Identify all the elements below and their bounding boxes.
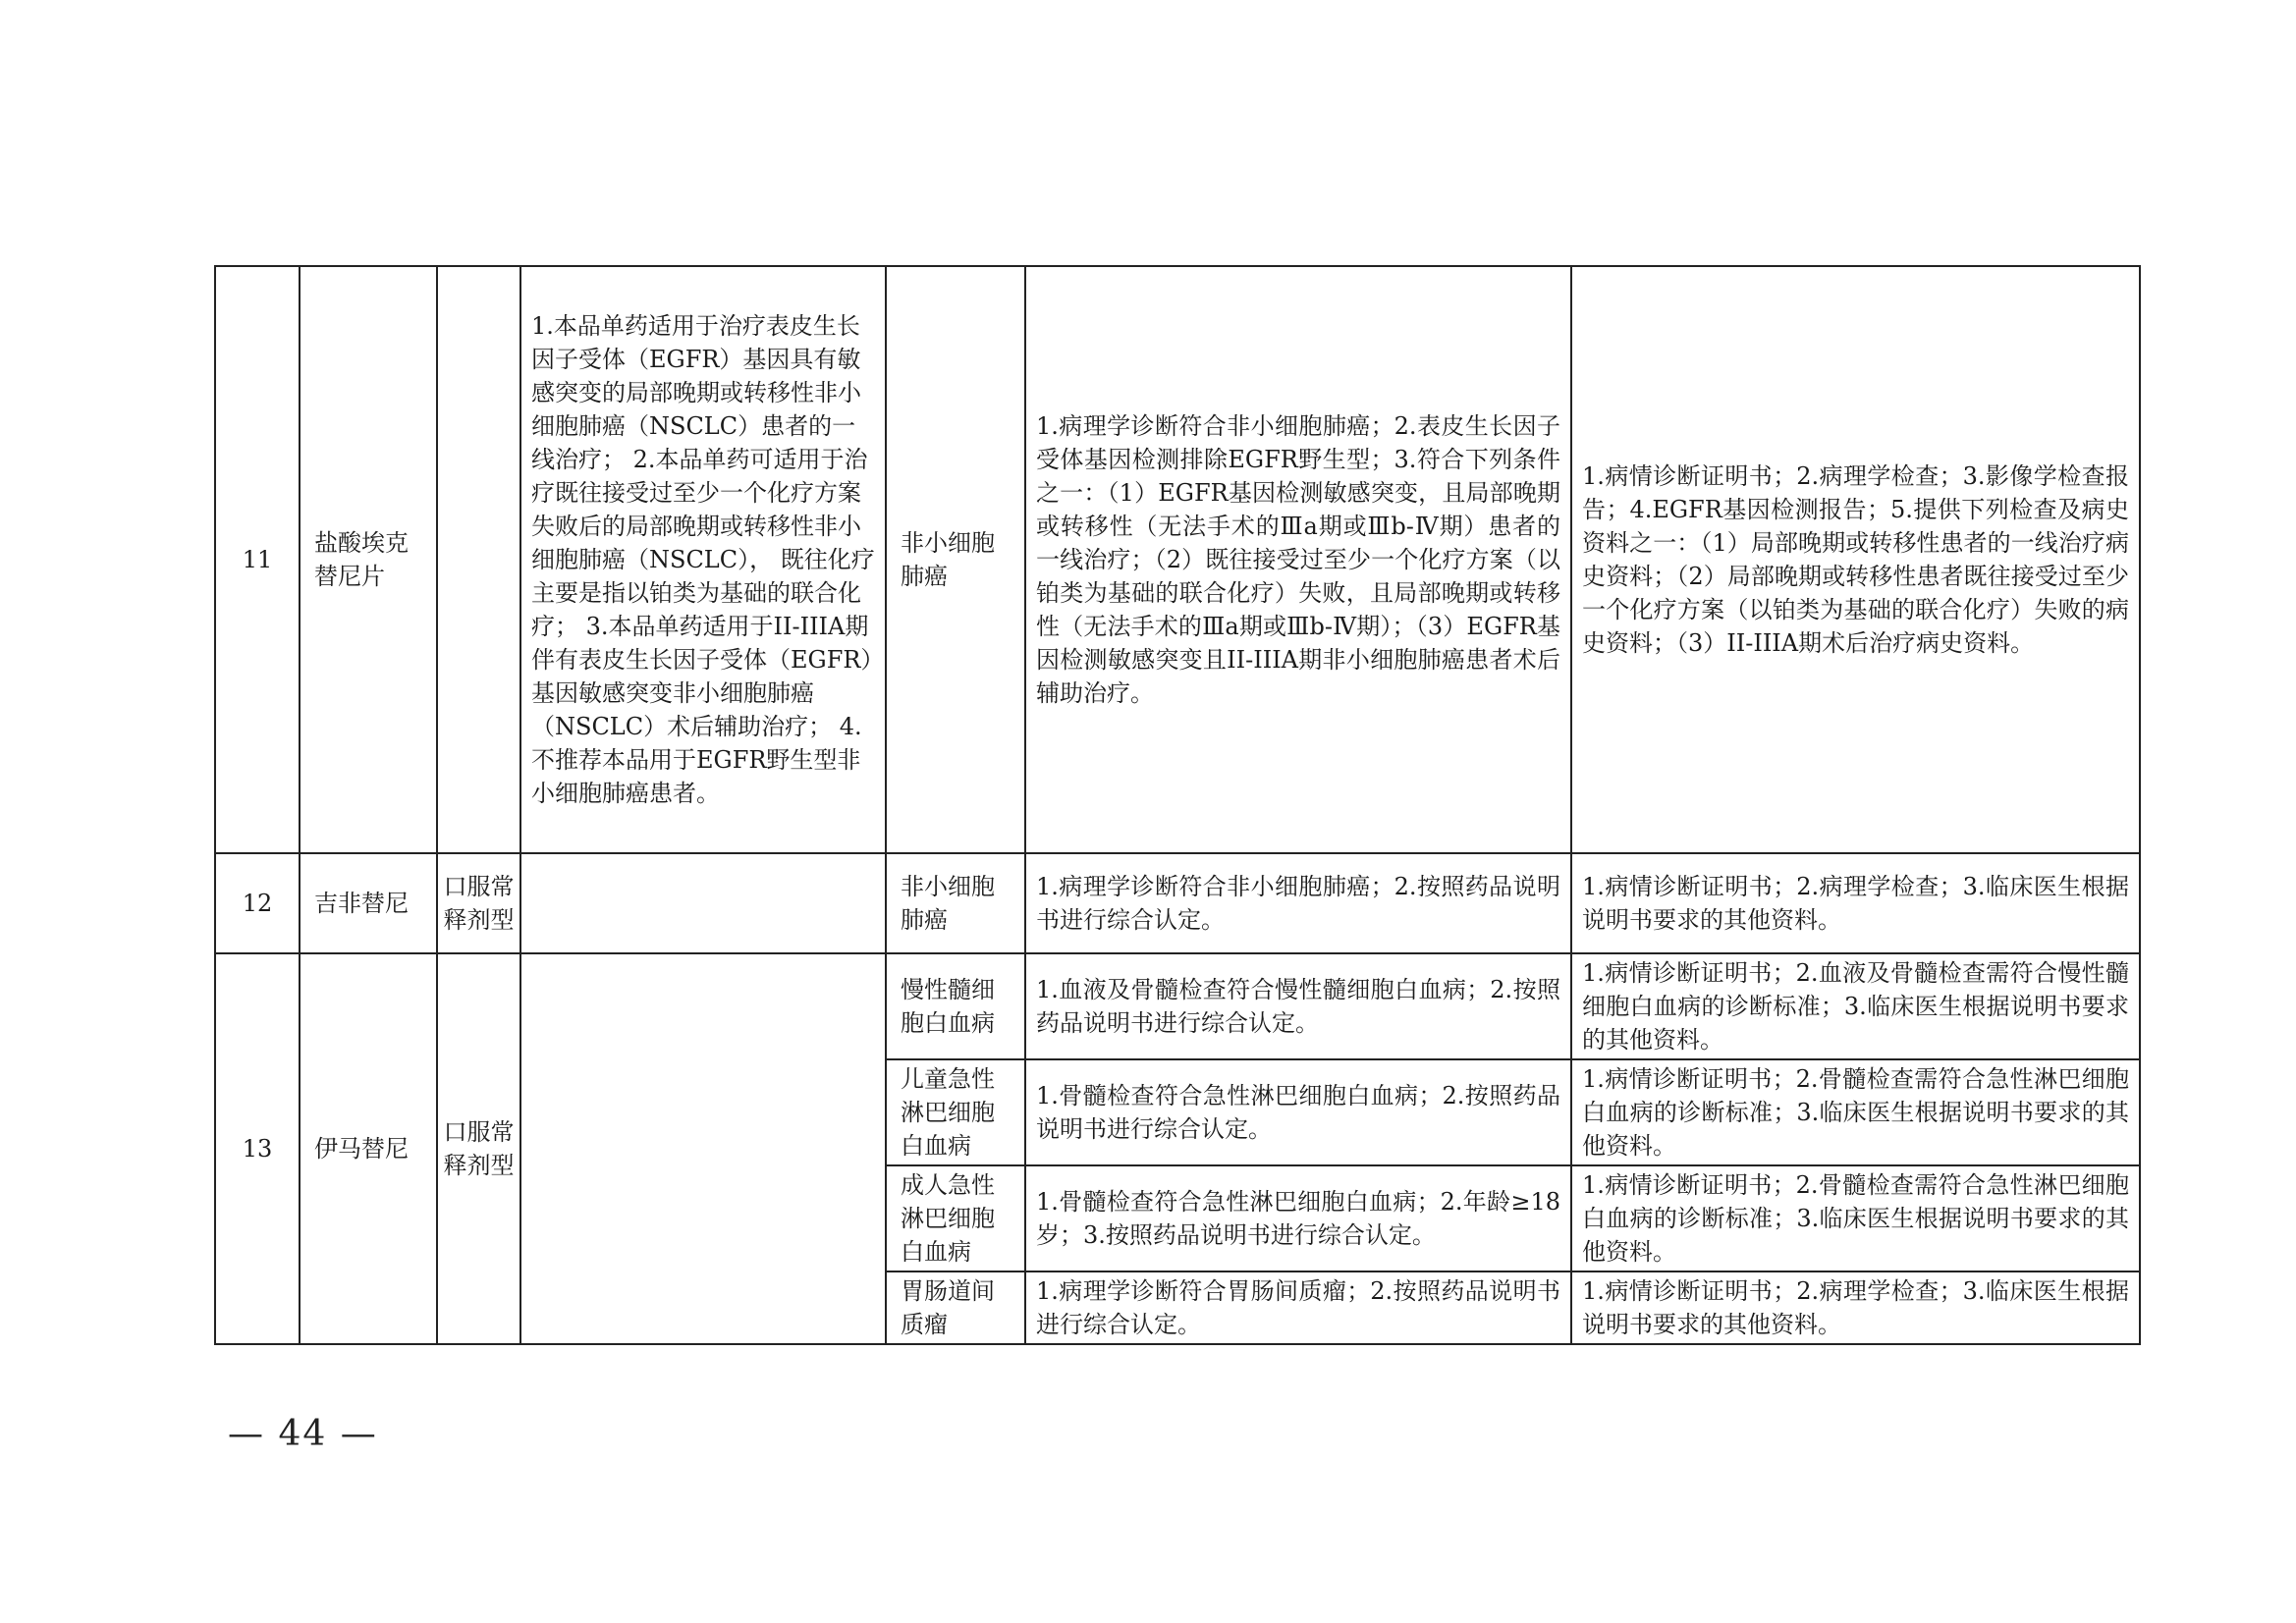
dosage-form: 口服常释剂型 bbox=[437, 953, 520, 1344]
drug-criteria-table bbox=[214, 265, 2141, 1345]
disease-name: 成人急性淋巴细胞白血病 bbox=[886, 1165, 1025, 1271]
dosage-form bbox=[437, 266, 520, 853]
documents-text: 1.病情诊断证明书；2.病理学检查；3.临床医生根据说明书要求的其他资料。 bbox=[1571, 1271, 2140, 1344]
criteria-text: 1.病理学诊断符合非小细胞肺癌；2.表皮生长因子受体基因检测排除EGFR野生型；3.符合下列条件之一：（1）EGFR基因检测敏感突变，且局部晚期或转移性（无法手术的Ⅲa期或Ⅲb-Ⅳ期）患者的一线治疗；（2）既往接受过至少一个化疗方案（以铂类为基础的联合化疗）失败，且局部晚期或转移性（无法手术的Ⅲa期或Ⅲb-Ⅳ期）；（3）EGFR基因检测敏感突变且II-IIIA期非小细胞肺癌患者术后辅助治疗。 bbox=[1025, 266, 1571, 853]
indication-text bbox=[520, 953, 886, 1344]
drug-name: 盐酸埃克替尼片 bbox=[300, 266, 437, 853]
documents-text: 1.病情诊断证明书；2.病理学检查；3.临床医生根据说明书要求的其他资料。 bbox=[1571, 853, 2140, 953]
table-row bbox=[215, 266, 2140, 853]
table-row bbox=[215, 953, 2140, 1059]
criteria-text: 1.病理学诊断符合胃肠间质瘤；2.按照药品说明书进行综合认定。 bbox=[1025, 1271, 1571, 1344]
criteria-text: 1.骨髓检查符合急性淋巴细胞白血病；2.按照药品说明书进行综合认定。 bbox=[1025, 1059, 1571, 1165]
row-number: 13 bbox=[215, 953, 300, 1344]
criteria-text: 1.病理学诊断符合非小细胞肺癌；2.按照药品说明书进行综合认定。 bbox=[1025, 853, 1571, 953]
documents-text: 1.病情诊断证明书；2.骨髓检查需符合急性淋巴细胞白血病的诊断标准；3.临床医生根据说明书要求的其他资料。 bbox=[1571, 1059, 2140, 1165]
page-number: — 44 — bbox=[228, 1414, 378, 1454]
dosage-form: 口服常释剂型 bbox=[437, 853, 520, 953]
disease-name: 非小细胞肺癌 bbox=[886, 266, 1025, 853]
indication-text: 1.本品单药适用于治疗表皮生长因子受体（EGFR）基因具有敏感突变的局部晚期或转移性非小细胞肺癌（NSCLC）患者的一线治疗； 2.本品单药可适用于治疗既往接受过至少一个化疗方案失败后的局部晚期或转移性非小细胞肺癌（NSCLC）， 既往化疗主要是指以铂类为基础的联合化疗； 3.本品单药适用于II-IIIA期伴有表皮生长因子受体（EGFR）基因敏感突变非小细胞肺癌（NSCLC）术后辅助治疗； 4.不推荐本品用于EGFR野生型非小细胞肺癌患者。 bbox=[520, 266, 886, 853]
criteria-text: 1.骨髓检查符合急性淋巴细胞白血病；2.年龄≥18岁；3.按照药品说明书进行综合认定。 bbox=[1025, 1165, 1571, 1271]
documents-text: 1.病情诊断证明书；2.骨髓检查需符合急性淋巴细胞白血病的诊断标准；3.临床医生根据说明书要求的其他资料。 bbox=[1571, 1165, 2140, 1271]
indication-text bbox=[520, 853, 886, 953]
disease-name: 非小细胞肺癌 bbox=[886, 853, 1025, 953]
drug-name: 吉非替尼 bbox=[300, 853, 437, 953]
disease-name: 胃肠道间质瘤 bbox=[886, 1271, 1025, 1344]
disease-name: 慢性髓细胞白血病 bbox=[886, 953, 1025, 1059]
documents-text: 1.病情诊断证明书；2.病理学检查；3.影像学检查报告；4.EGFR基因检测报告；5.提供下列检查及病史资料之一：（1）局部晚期或转移性患者的一线治疗病史资料；（2）局部晚期或转移性患者既往接受过至少一个化疗方案（以铂类为基础的联合化疗）失败的病史资料；（3）II-IIIA期术后治疗病史资料。 bbox=[1571, 266, 2140, 853]
drug-name: 伊马替尼 bbox=[300, 953, 437, 1344]
row-number: 12 bbox=[215, 853, 300, 953]
row-number: 11 bbox=[215, 266, 300, 853]
criteria-text: 1.血液及骨髓检查符合慢性髓细胞白血病；2.按照药品说明书进行综合认定。 bbox=[1025, 953, 1571, 1059]
documents-text: 1.病情诊断证明书；2.血液及骨髓检查需符合慢性髓细胞白血病的诊断标准；3.临床医生根据说明书要求的其他资料。 bbox=[1571, 953, 2140, 1059]
disease-name: 儿童急性淋巴细胞白血病 bbox=[886, 1059, 1025, 1165]
table-row bbox=[215, 853, 2140, 953]
